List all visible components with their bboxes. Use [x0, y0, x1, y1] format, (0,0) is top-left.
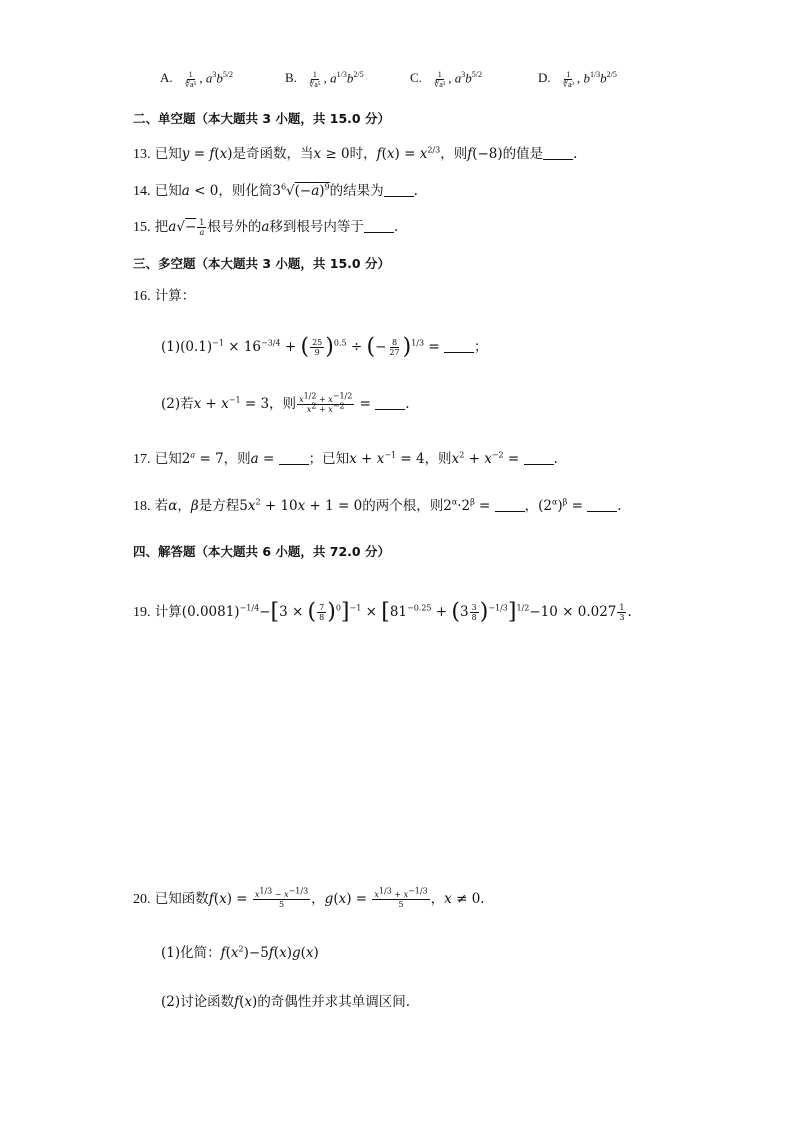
- question-number: 15.: [133, 220, 151, 235]
- question-number: 14.: [133, 184, 151, 199]
- answer-blank[interactable]: [384, 184, 414, 197]
- question-number: 16.: [133, 289, 151, 304]
- question-text: 的值是: [502, 146, 544, 162]
- fraction: $\frac{1}{\text{∜a⁵}}$: [309, 70, 321, 89]
- question-text: 是方程: [198, 498, 240, 514]
- option-label: A.: [160, 70, 173, 86]
- question-text: .: [617, 498, 622, 514]
- part-label: (2)讨论函数: [161, 994, 235, 1010]
- question-number: 17.: [133, 452, 151, 467]
- option-label: D.: [538, 70, 551, 86]
- option-a: A. $\frac{1}{\text{∜a⁵}}$ , $a^3b^{5/2}$: [160, 70, 234, 89]
- question-text: ，则: [440, 146, 468, 162]
- part-label: (1): [161, 339, 181, 355]
- question-text: .: [393, 219, 399, 235]
- question-text: .: [573, 146, 578, 162]
- question-text: .: [413, 183, 418, 199]
- question-text: ，: [430, 891, 445, 907]
- question-number: 19.: [133, 605, 151, 620]
- question-text: ，: [524, 498, 539, 514]
- question-text: 已知: [154, 146, 182, 162]
- question-13: 13. 已知y = f(x)是奇函数，当x ≥ 0时，$f(x) = x^{2/3}$，则f(−8)的值是 .: [133, 145, 578, 162]
- question-text: 的两个根，则: [362, 498, 444, 514]
- question-text: 的结果为: [329, 183, 384, 199]
- question-text: 把: [154, 219, 169, 235]
- answer-blank[interactable]: [587, 499, 617, 512]
- part-label: (1)化简：: [161, 945, 221, 961]
- answer-blank[interactable]: [279, 452, 309, 465]
- question-19: 19. 计算$(0.0081)^{-1/4}-[3$ × ( $\frac{7}{8}$ )$^0]^{-1} \times [81^{-0.25} + (3$ $\frac{3}{8}$ )$^{-1/3}$]$^{1/2}$−10 × 0.027 $\frac{1}{3}$ .: [133, 599, 632, 625]
- question-text: 若: [154, 498, 169, 514]
- part-label: (2)若: [161, 396, 194, 412]
- fraction: $\frac{1}{\text{∜a⁵}}$: [184, 70, 197, 89]
- section-heading: 四、解答题（本大题共 6 小题，共 72.0 分）: [133, 544, 390, 559]
- question-number: 18.: [133, 499, 151, 514]
- answer-blank[interactable]: [375, 397, 405, 410]
- answer-blank[interactable]: [364, 220, 394, 233]
- question-20: 20. 已知函数f(x) = $\frac{x^{1/3} - x^{-1/3}}{5}$ ，g(x) = $\frac{x^{1/3} + x^{-1/3}}{5}$ ，x ≠ 0.: [133, 886, 485, 909]
- question-16-part-2: (2)若$x + x^{-1} = 3$，则 $\frac{x^{1/2} + x^{-1/2}}{x^2 + x^{-2}}$ = .: [161, 391, 410, 414]
- question-number: 13.: [133, 147, 151, 162]
- question-text: ，: [311, 891, 325, 907]
- question-text: 的奇偶性并求其单调区间.: [257, 994, 411, 1010]
- question-number: 20.: [133, 892, 151, 907]
- question-text: ，则化简: [218, 183, 273, 199]
- answer-blank[interactable]: [543, 147, 573, 160]
- question-14: 14. 已知a < 0，则化简$3^6√(-a)^9$的结果为 .: [133, 182, 418, 199]
- question-text: ，则: [223, 451, 251, 467]
- question-text: ；: [473, 339, 488, 355]
- question-text: 是奇函数，当: [232, 146, 314, 162]
- question-16: [133, 287, 195, 306]
- question-text: .: [553, 451, 558, 467]
- fraction: $\frac{1}{\text{∜a³}}$: [562, 70, 574, 89]
- question-text: ，则: [269, 396, 297, 412]
- question-text: 移到根号内等于: [269, 219, 364, 235]
- question-text: ；已知: [308, 451, 350, 467]
- answer-blank[interactable]: [524, 452, 554, 465]
- option-label: C.: [410, 70, 422, 86]
- option-b: B. $\frac{1}{\text{∜a⁵}}$ , $a^{1/3}b^{2/5}$: [285, 70, 364, 89]
- question-text: 时，: [349, 146, 377, 162]
- fraction: $\frac{1}{\text{∜a³}}$: [434, 70, 446, 89]
- option-c: C. $\frac{1}{\text{∜a³}}$ , $a^3b^{5/2}$: [410, 70, 482, 89]
- question-text: .: [405, 396, 410, 412]
- question-20-part-1: (1)化简：$f(x^2)-5f(x)g(x)$: [161, 944, 319, 961]
- question-20-part-2: (2)讨论函数f(x)的奇偶性并求其单调区间.: [161, 994, 411, 1010]
- question-text: 已知函数: [154, 891, 209, 907]
- question-text: 根号外的: [207, 219, 262, 235]
- section-heading: 二、单空题（本大题共 3 小题，共 15.0 分）: [133, 111, 390, 126]
- question-text: 已知: [154, 183, 182, 199]
- question-text: 计算: [154, 604, 182, 620]
- question-17: 17. 已知$2^a = 7$，则a = ；已知$x + x^{-1} = 4$，则$x^2 + x^{-2}$ = .: [133, 450, 558, 467]
- question-text: 计算：: [154, 288, 196, 304]
- option-label: B.: [285, 70, 297, 86]
- question-16-part-1: $(1)(0.1)^{-1} \times 16^{-3/4}$ + ( $\frac{25}{9}$ )$^{0.5}$ ÷ (− $\frac{8}{27}$ )$^{1/3}$ = ；: [161, 334, 488, 360]
- answer-blank[interactable]: [495, 499, 525, 512]
- question-15: 15. 把a√− $\frac{1}{a}$ 根号外的a移到根号内等于 .: [133, 218, 399, 237]
- section-heading: 三、多空题（本大题共 3 小题，共 15.0 分）: [133, 256, 390, 271]
- question-text: 已知: [154, 451, 182, 467]
- answer-blank[interactable]: [444, 340, 474, 353]
- option-d: D. $\frac{1}{\text{∜a³}}$ , $b^{1/3}b^{2/5}$: [538, 70, 617, 89]
- question-text: ，则: [424, 451, 452, 467]
- question-18: 18. 若α，β是方程$5x^2 + 10x + 1 = 0$的两个根，则$2^\alpha\cdot 2^\beta$ = ，$(2^\alpha)^\beta$ = .: [133, 497, 622, 514]
